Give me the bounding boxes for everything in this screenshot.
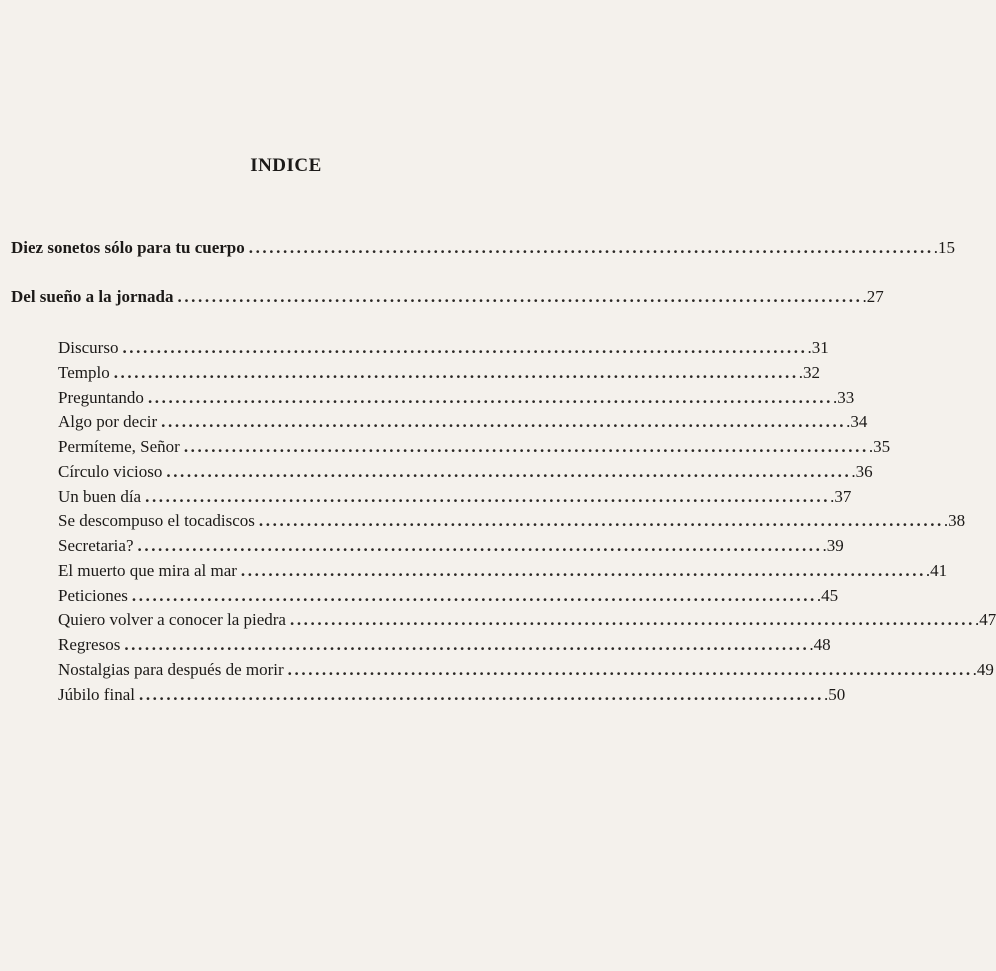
toc-subentry-page: .33: [832, 388, 855, 407]
toc-subentry-page: .37: [830, 487, 852, 506]
dot-leader: ....................................................................................................: [145, 487, 831, 506]
dot-leader: ....................................................................................................: [289, 610, 975, 629]
toc-subentry-page: .50: [823, 685, 846, 704]
toc-subentry[interactable]: [58, 363, 820, 383]
toc-subentry[interactable]: [58, 487, 852, 507]
dot-leader: ....................................................................................................: [124, 635, 810, 654]
toc-subentry-page: .41: [925, 561, 948, 580]
dot-leader: ....................................................................................................: [122, 338, 808, 357]
toc-subentry-label: Secretaria?: [58, 536, 134, 555]
toc-subentry[interactable]: [58, 536, 844, 556]
toc-subentry[interactable]: [58, 412, 868, 432]
toc-subentry[interactable]: [58, 462, 873, 482]
toc-subentry[interactable]: [58, 610, 996, 630]
toc-entry-page: .15: [933, 238, 955, 257]
toc-subentry-page: .34: [846, 412, 868, 431]
toc-subentry-label: Algo por decir: [58, 412, 158, 431]
toc-subentry-label: Quiero volver a conocer la piedra: [58, 610, 286, 629]
toc-subentry[interactable]: [58, 635, 831, 655]
toc-subentry-label: Permíteme, Señor: [58, 437, 180, 456]
toc-subentry[interactable]: [58, 388, 855, 408]
toc-subentry[interactable]: [58, 685, 846, 705]
toc-subentry-page: .47: [974, 610, 996, 629]
toc-subentry-page: .45: [816, 586, 839, 605]
toc-subentry-label: Círculo vicioso: [58, 462, 163, 481]
toc-subentry-page: .38: [943, 511, 966, 530]
toc-subentry-label: Un buen día: [58, 487, 142, 506]
toc-subentry-page: .36: [851, 462, 873, 481]
toc-subentry-label: El muerto que mira al mar: [58, 561, 237, 580]
toc-subentry-label: Discurso: [58, 338, 119, 357]
toc-entry-label: Del sueño a la jornada: [11, 287, 174, 306]
dot-leader: ....................................................................................................: [258, 511, 944, 530]
dot-leader: ....................................................................................................: [161, 412, 847, 431]
dot-leader: ....................................................................................................: [138, 685, 824, 704]
dot-leader: ....................................................................................................: [183, 437, 869, 456]
dot-leader: ....................................................................................................: [248, 238, 934, 257]
toc-entry-page: .27: [862, 287, 884, 306]
toc-entry[interactable]: [11, 238, 955, 258]
toc-subentry-label: Templo: [58, 363, 110, 382]
toc-subentry[interactable]: [58, 338, 829, 358]
toc-subentry-label: Preguntando: [58, 388, 144, 407]
toc-subentry-page: .49: [972, 660, 994, 679]
dot-leader: ....................................................................................................: [113, 363, 799, 382]
toc-entry-label: Diez sonetos sólo para tu cuerpo: [11, 238, 245, 257]
toc-subentry[interactable]: [58, 586, 839, 606]
toc-subentry[interactable]: [58, 437, 891, 457]
toc-subentry-label: Regresos: [58, 635, 121, 654]
dot-leader: ....................................................................................................: [131, 586, 817, 605]
toc-subentry[interactable]: [58, 660, 994, 680]
toc-subentry-page: .32: [798, 363, 820, 382]
toc-subentry-page: .48: [809, 635, 831, 654]
toc-subentry-label: Nostalgias para después de morir: [58, 660, 284, 679]
toc-subentry-page: .31: [807, 338, 829, 357]
dot-leader: ....................................................................................................: [137, 536, 823, 555]
dot-leader: ....................................................................................................: [166, 462, 852, 481]
dot-leader: ....................................................................................................: [240, 561, 926, 580]
toc-entry[interactable]: [11, 287, 884, 307]
toc-subentry[interactable]: [58, 511, 966, 531]
toc-subentry-label: Peticiones: [58, 586, 128, 605]
toc-subentry-page: .39: [822, 536, 844, 555]
dot-leader: ....................................................................................................: [177, 287, 863, 306]
toc-subentry[interactable]: [58, 561, 948, 581]
dot-leader: ....................................................................................................: [147, 388, 833, 407]
toc-subentry-label: Se descompuso el tocadiscos: [58, 511, 255, 530]
toc-subentry-page: .35: [868, 437, 891, 456]
dot-leader: ....................................................................................................: [287, 660, 973, 679]
page-title: INDICE: [250, 155, 322, 176]
toc-subentry-label: Júbilo final: [58, 685, 135, 704]
